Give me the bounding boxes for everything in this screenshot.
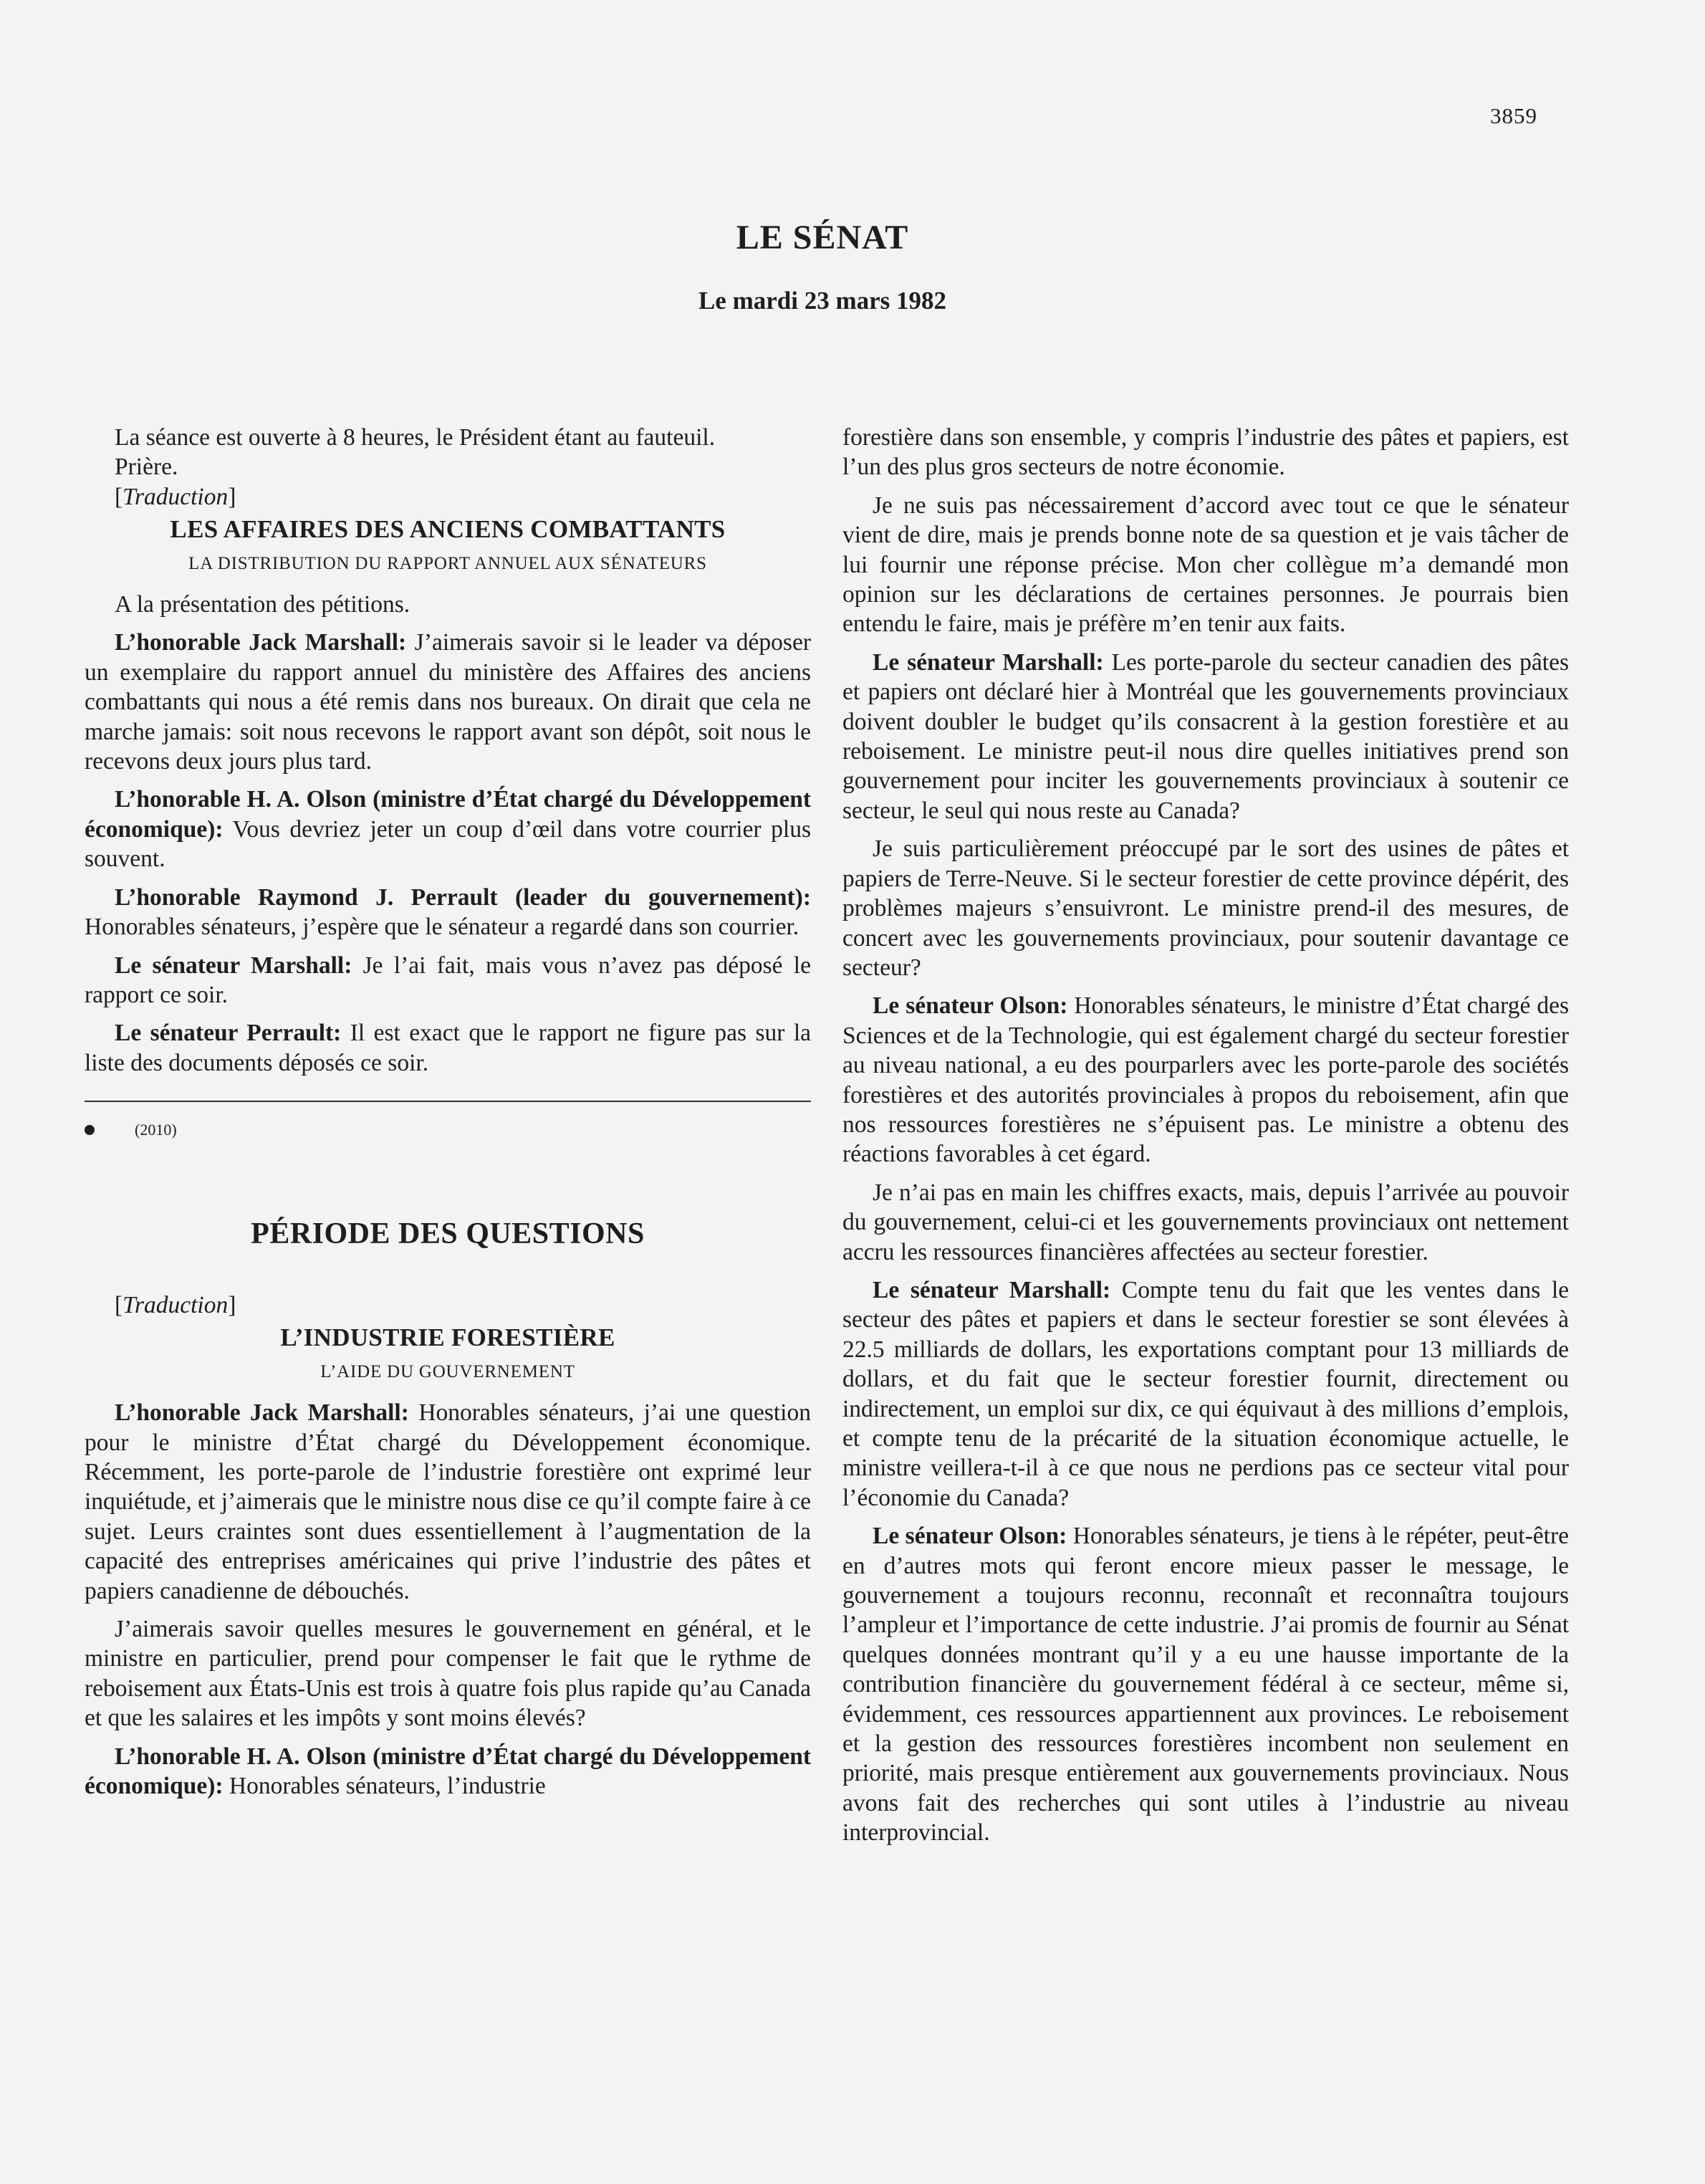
speech-paragraph: Le sénateur Marshall: Les porte-parole du secteur canadien des pâtes et papiers ont déclaré hier à Montréal que les gouvernements provinciaux doivent doubler le budget qu’ils consacrent à la gestion forestière et au reboisement. Le ministre peut-il nous dire quelles initiatives prend son gouvernement pour inciter les gouvernements provinciaux à soutenir ce secteur, le seul qui nous reste au Canada?	[842, 648, 1569, 824]
subsection-heading-report: LA DISTRIBUTION DU RAPPORT ANNUEL AUX SÉNATEURS	[188, 553, 707, 573]
speech-paragraph: Je ne suis pas nécessairement d’accord avec tout ce que le sénateur vient de dire, mais je prends bonne note de sa question et je vais tâcher de lui fournir une réponse précise. Mon cher collègue m’a demandé mon opinion sur les déclarations de certaines personnes. Je pourrais bien entendu le faire, mais je préfère m’en tenir aux faits.	[842, 492, 1569, 638]
speech-paragraph: L’honorable Jack Marshall: J’aimerais savoir si le leader va déposer un exemplaire du rapport annuel du ministère des Affaires des anciens combattants qui nous a été remis dans nos bureaux. On dirait que cela ne marche jamais: soit nous recevons le rapport avant son dépôt, soit nous le recevons deux jours plus tard.	[85, 629, 811, 775]
section-heading-forestry: L’INDUSTRIE FORESTIÈRE	[280, 1323, 615, 1352]
speech-paragraph: L’honorable H. A. Olson (ministre d’État chargé du Développement économique): Vous devriez jeter un coup d’œil dans votre courrier plus souvent.	[85, 786, 811, 873]
speaker-name: Le sénateur Marshall:	[873, 1276, 1111, 1303]
speech-paragraph: Le sénateur Marshall: Compte tenu du fait que les ventes dans le secteur des pâtes et papiers et dans le secteur forestier se sont élevées à 22.5 milliards de dollars, les exportations comptant pour 13 milliards de dollars, et du fait que le secteur forestier fournit, directement ou indirectement, un emploi sur dix, ce qui équivaut à des millions d’emplois, et compte tenu de la précarité de la situation économique actuelle, le ministre veillera-t-il à ce que nous ne perdions pas ce secteur vital pour l’économie du Canada?	[842, 1276, 1569, 1511]
page-number: 3859	[1490, 103, 1537, 128]
prayer-line: Prière.	[115, 454, 178, 481]
speaker-name: Le sénateur Marshall:	[873, 648, 1104, 676]
speech-paragraph: L’honorable H. A. Olson (ministre d’État chargé du Développement économique): Honorables sénateurs, l’industrie	[85, 1743, 811, 1800]
speaker-name: L’honorable H. A. Olson (ministre d’État chargé du Développement économique):	[85, 1743, 811, 1800]
speech-paragraph: forestière dans son ensemble, y compris l’industrie des pâtes et papiers, est l’un des plus gros secteurs de notre économie.	[842, 424, 1569, 481]
speaker-name: Le sénateur Perrault:	[115, 1020, 342, 1047]
section-heading-veterans: LES AFFAIRES DES ANCIENS COMBATTANTS	[170, 515, 726, 544]
section-heading-question-period: PÉRIODE DES QUESTIONS	[251, 1217, 645, 1250]
speech-paragraph: Le sénateur Olson: Honorables sénateurs, je tiens à le répéter, peut-être en d’autres mots qui feront encore mieux passer le message, le gouvernement a toujours reconnu, reconnaît et reconnaîtra toujours l’ampleur et l’importance de cette industrie. J’ai promis de fournir au Sénat quelques données montrant qu’il y a eu une hausse importante de la contribution financière du gouvernement fédéral à ce secteur, même si, évidemment, ces ressources appartiennent aux provinces. Le reboisement et la gestion des ressources forestières incombent non seulement en priorité, mais presque entièrement aux gouvernements provinciaux. Nous avons fait des recherches qui sont utiles à l’industrie au niveau interprovincial.	[842, 1523, 1570, 1847]
section-divider	[85, 1101, 811, 1102]
bullet-icon	[85, 1125, 95, 1135]
speech-paragraph: J’aimerais savoir quelles mesures le gouvernement en général, et le ministre en particulier, prend pour compenser le fait que le rythme de reboisement aux États-Unis est trois à quatre fois plus rapide qu’au Canada et que les salaires et les impôts y sont moins élevés?	[85, 1616, 811, 1732]
speech-paragraph: Je suis particulièrement préoccupé par le sort des usines de pâtes et papiers de Terre-Neuve. Si le secteur forestier de cette province dépérit, des problèmes majeurs s’ensuivront. Le ministre prend-il des mesures, de concert avec les gouvernements provinciaux, pour soutenir davantage ce secteur?	[842, 835, 1569, 981]
speech-paragraph: Le sénateur Marshall: Je l’ai fait, mais vous n’avez pas déposé le rapport ce soir.	[85, 952, 811, 1008]
speaker-name: L’honorable H. A. Olson (ministre d’État chargé du Développement économique):	[85, 786, 811, 843]
speaker-name: L’honorable Jack Marshall:	[115, 1399, 409, 1427]
left-column	[85, 423, 811, 1801]
page-title: LE SÉNAT	[736, 219, 909, 257]
subsection-heading-government-aid: L’AIDE DU GOUVERNEMENT	[320, 1361, 575, 1381]
speech-paragraph: Le sénateur Perrault: Il est exact que le rapport ne figure pas sur la liste des documents déposés ce soir.	[85, 1020, 811, 1076]
translation-tag: [Traduction]	[115, 483, 236, 510]
session-date: Le mardi 23 mars 1982	[698, 287, 947, 315]
speech-paragraph: Le sénateur Olson: Honorables sénateurs, le ministre d’État chargé des Sciences et de la Technologie, qui est également chargé du secteur forestier au niveau national, a eu des pourparlers avec les porte-parole des sociétés forestières et des autorités provinciales à propos du reboisement, afin que nos ressources forestières ne s’épuisent pas. Le ministre a obtenu des réactions favorables à cet égard.	[842, 992, 1569, 1168]
speaker-name: Le sénateur Olson:	[873, 1523, 1067, 1550]
opening-paragraph: La séance est ouverte à 8 heures, le Président étant au fauteuil.	[115, 424, 716, 451]
speaker-name: L’honorable Raymond J. Perrault (leader du gouvernement):	[115, 883, 811, 911]
speaker-name: Le sénateur Marshall:	[115, 952, 352, 979]
speech-paragraph: L’honorable Raymond J. Perrault (leader du gouvernement): Honorables sénateurs, j’espère que le sénateur a regardé dans son courrier.	[85, 883, 811, 941]
time-marker: (2010)	[85, 1115, 811, 1144]
translation-tag: [Traduction]	[115, 1291, 236, 1318]
speech-paragraph: L’honorable Jack Marshall: Honorables sénateurs, j’ai une question pour le ministre d’État chargé du Développement économique. Récemment, les porte-parole de l’industrie forestière ont exprimé leur inquiétude, et j’aimerais que le ministre nous dise ce qu’il compte faire à ce sujet. Leurs craintes sont dues essentiellement à l’augmentation de la capacité des entreprises américaines qui prive l’industrie des pâtes et papiers canadienne de débouchés.	[85, 1399, 811, 1604]
speech-paragraph: Je n’ai pas en main les chiffres exacts, mais, depuis l’arrivée au pouvoir du gouvernement, celui-ci et les gouvernements provinciaux ont nettement accru les ressources financières affectées au secteur forestier.	[842, 1179, 1569, 1265]
speaker-name: L’honorable Jack Marshall:	[115, 629, 407, 656]
speaker-name: Le sénateur Olson:	[873, 992, 1068, 1020]
petitions-line: A la présentation des pétitions.	[115, 591, 410, 618]
right-column	[842, 423, 1569, 1848]
